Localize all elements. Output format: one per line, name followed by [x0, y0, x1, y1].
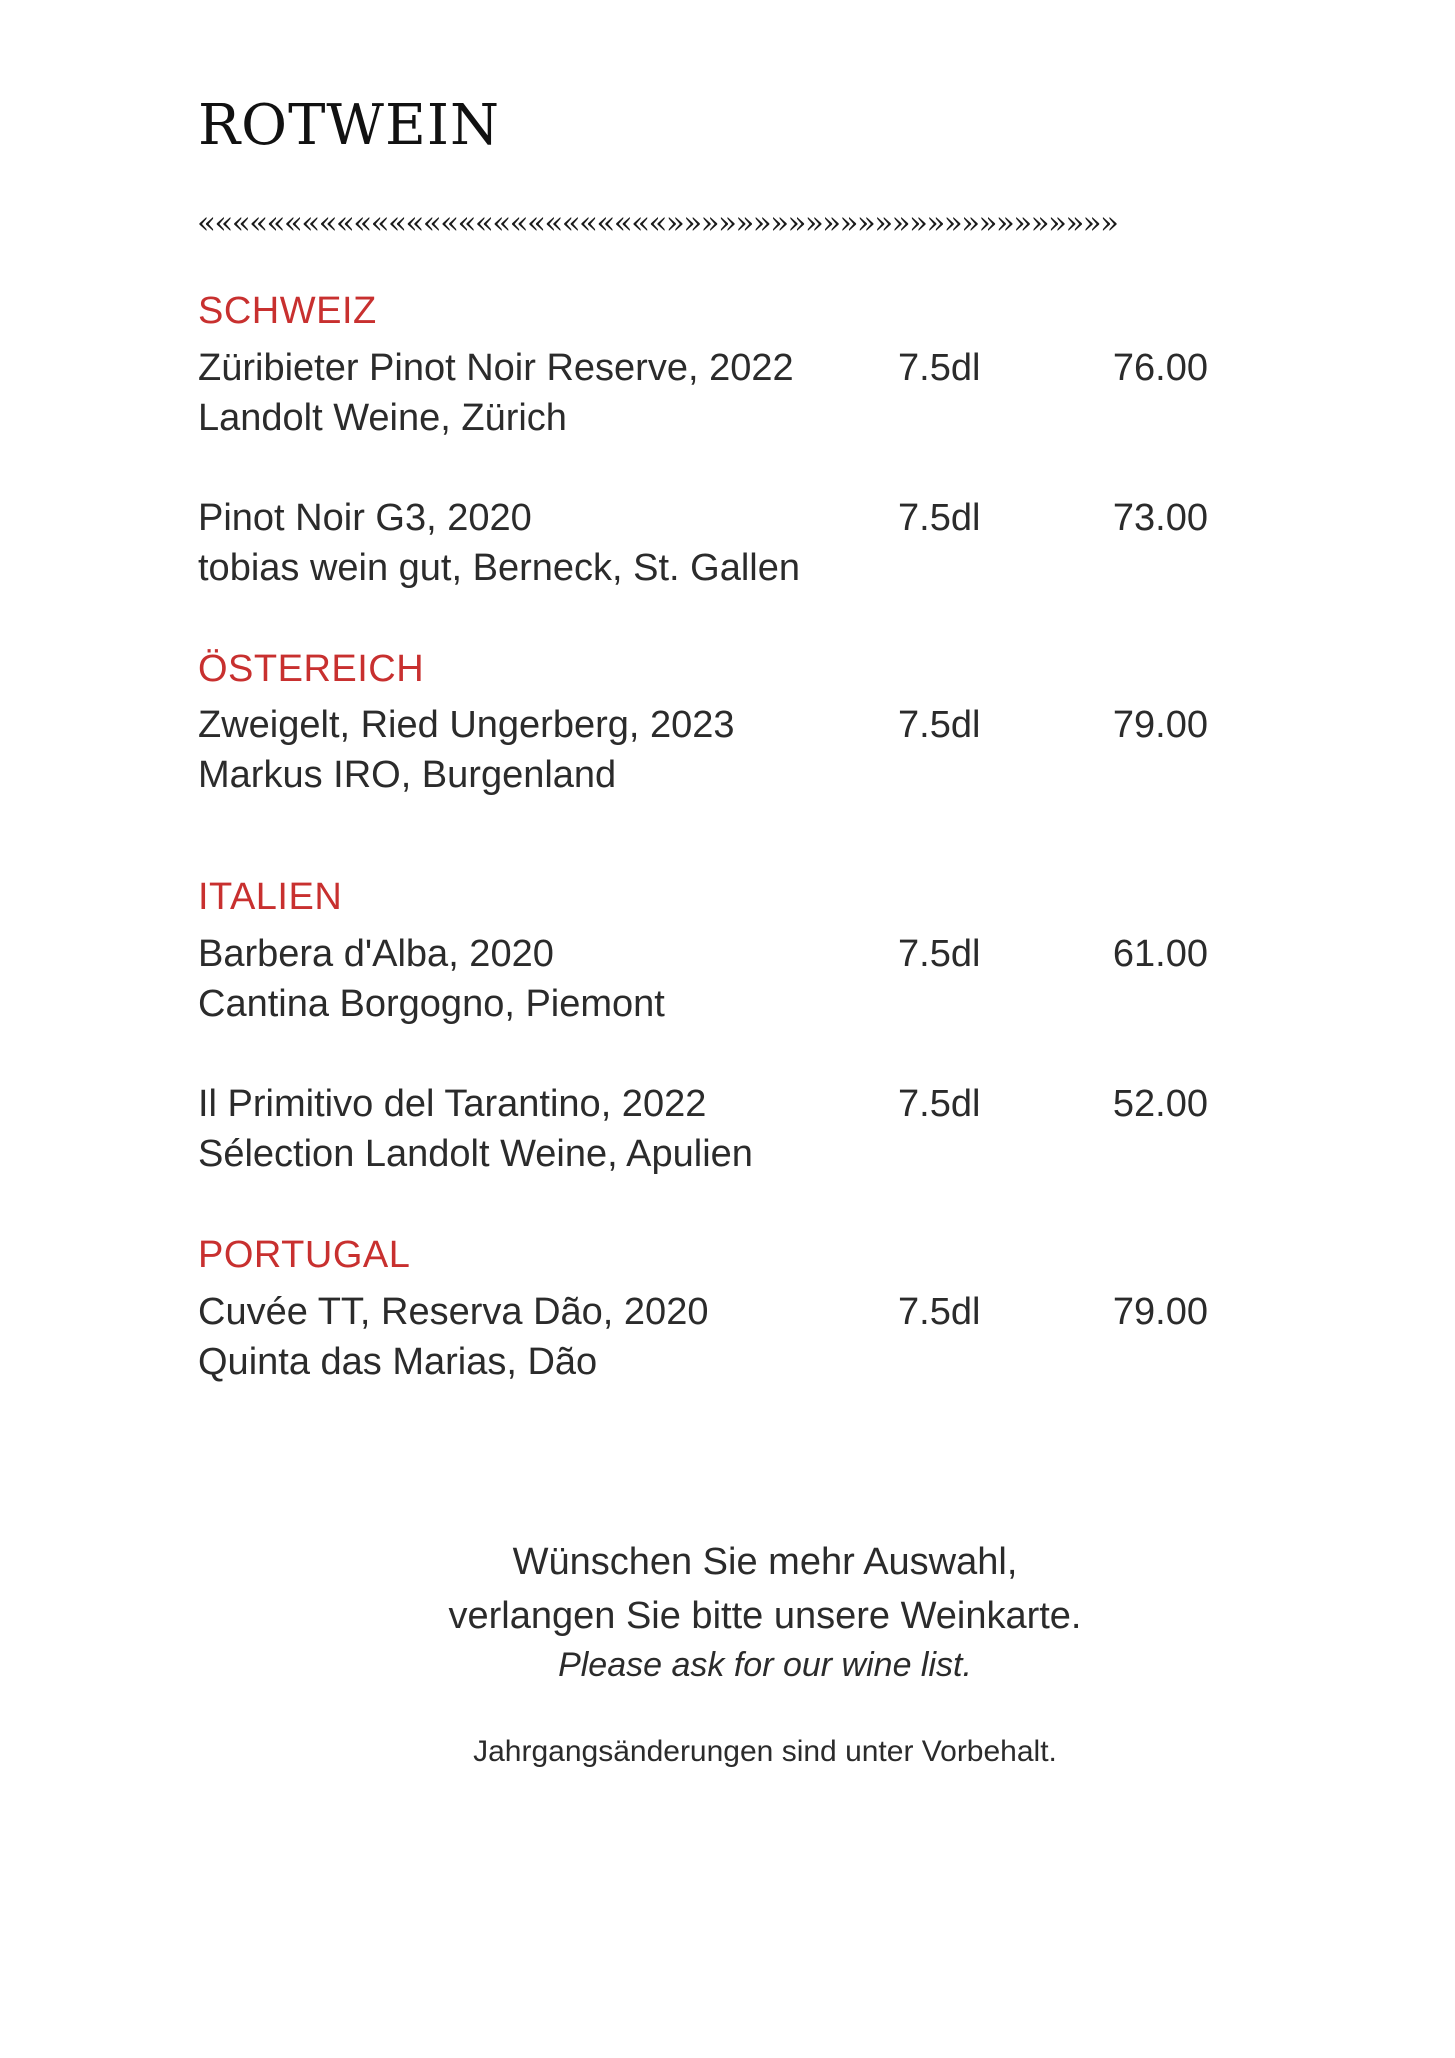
footer-line-1: Wünschen Sie mehr Auswahl, — [512, 1541, 1018, 1583]
vintage-note: Jahrgangsänderungen sind unter Vorbehalt. — [473, 1735, 1057, 1768]
wine-price: 79.00 — [1112, 1291, 1208, 1333]
wine-price: 79.00 — [1112, 704, 1208, 746]
footer-line-2: verlangen Sie bitte unsere Weinkarte. — [448, 1595, 1082, 1637]
wine-producer: Cantina Borgogno, Piemont — [198, 983, 665, 1025]
wine-entry — [198, 700, 1208, 800]
wine-entry — [198, 493, 1208, 593]
wine-volume: 7.5dl — [898, 704, 981, 746]
wine-volume: 7.5dl — [898, 497, 981, 539]
wine-name: Il Primitivo del Tarantino, 2022 — [198, 1083, 707, 1125]
wine-volume: 7.5dl — [898, 1291, 981, 1333]
ornament-divider: «««««««««««««««««««««««««««»»»»»»»»»»»»»»»»»»»»»»»»»» — [197, 208, 1118, 239]
wine-producer: Landolt Weine, Zürich — [198, 397, 567, 439]
vintage-disclaimer — [0, 1732, 1455, 1772]
wine-entry — [198, 929, 1208, 1029]
wine-producer: Sélection Landolt Weine, Apulien — [198, 1133, 753, 1175]
wine-name: Pinot Noir G3, 2020 — [198, 497, 532, 539]
wine-name: Barbera d'Alba, 2020 — [198, 933, 554, 975]
footer-note-block — [0, 1535, 1455, 1687]
wine-entry — [198, 1287, 1208, 1387]
wine-volume: 7.5dl — [898, 933, 981, 975]
region-heading-italien: ITALIEN — [198, 876, 343, 918]
wine-producer: Markus IRO, Burgenland — [198, 754, 617, 796]
region-heading-portugal: PORTUGAL — [198, 1234, 411, 1276]
footer-english: Please ask for our wine list. — [558, 1646, 972, 1684]
wine-name: Züribieter Pinot Noir Reserve, 2022 — [198, 347, 794, 389]
wine-entry — [198, 343, 1208, 443]
wine-entry — [198, 1079, 1208, 1179]
wine-producer: tobias wein gut, Berneck, St. Gallen — [198, 547, 800, 589]
wine-producer: Quinta das Marias, Dão — [198, 1341, 598, 1383]
wine-volume: 7.5dl — [898, 1083, 981, 1125]
wine-price: 61.00 — [1112, 933, 1208, 975]
wine-price: 52.00 — [1112, 1083, 1208, 1125]
region-heading-oesterreich: ÖSTEREICH — [198, 648, 425, 690]
region-heading-schweiz: SCHWEIZ — [198, 290, 377, 332]
page-title: ROTWEIN — [198, 93, 500, 158]
wine-volume: 7.5dl — [898, 347, 981, 389]
wine-price: 73.00 — [1112, 497, 1208, 539]
wine-name: Cuvée TT, Reserva Dão, 2020 — [198, 1291, 709, 1333]
wine-price: 76.00 — [1112, 347, 1208, 389]
wine-name: Zweigelt, Ried Ungerberg, 2023 — [198, 704, 735, 746]
